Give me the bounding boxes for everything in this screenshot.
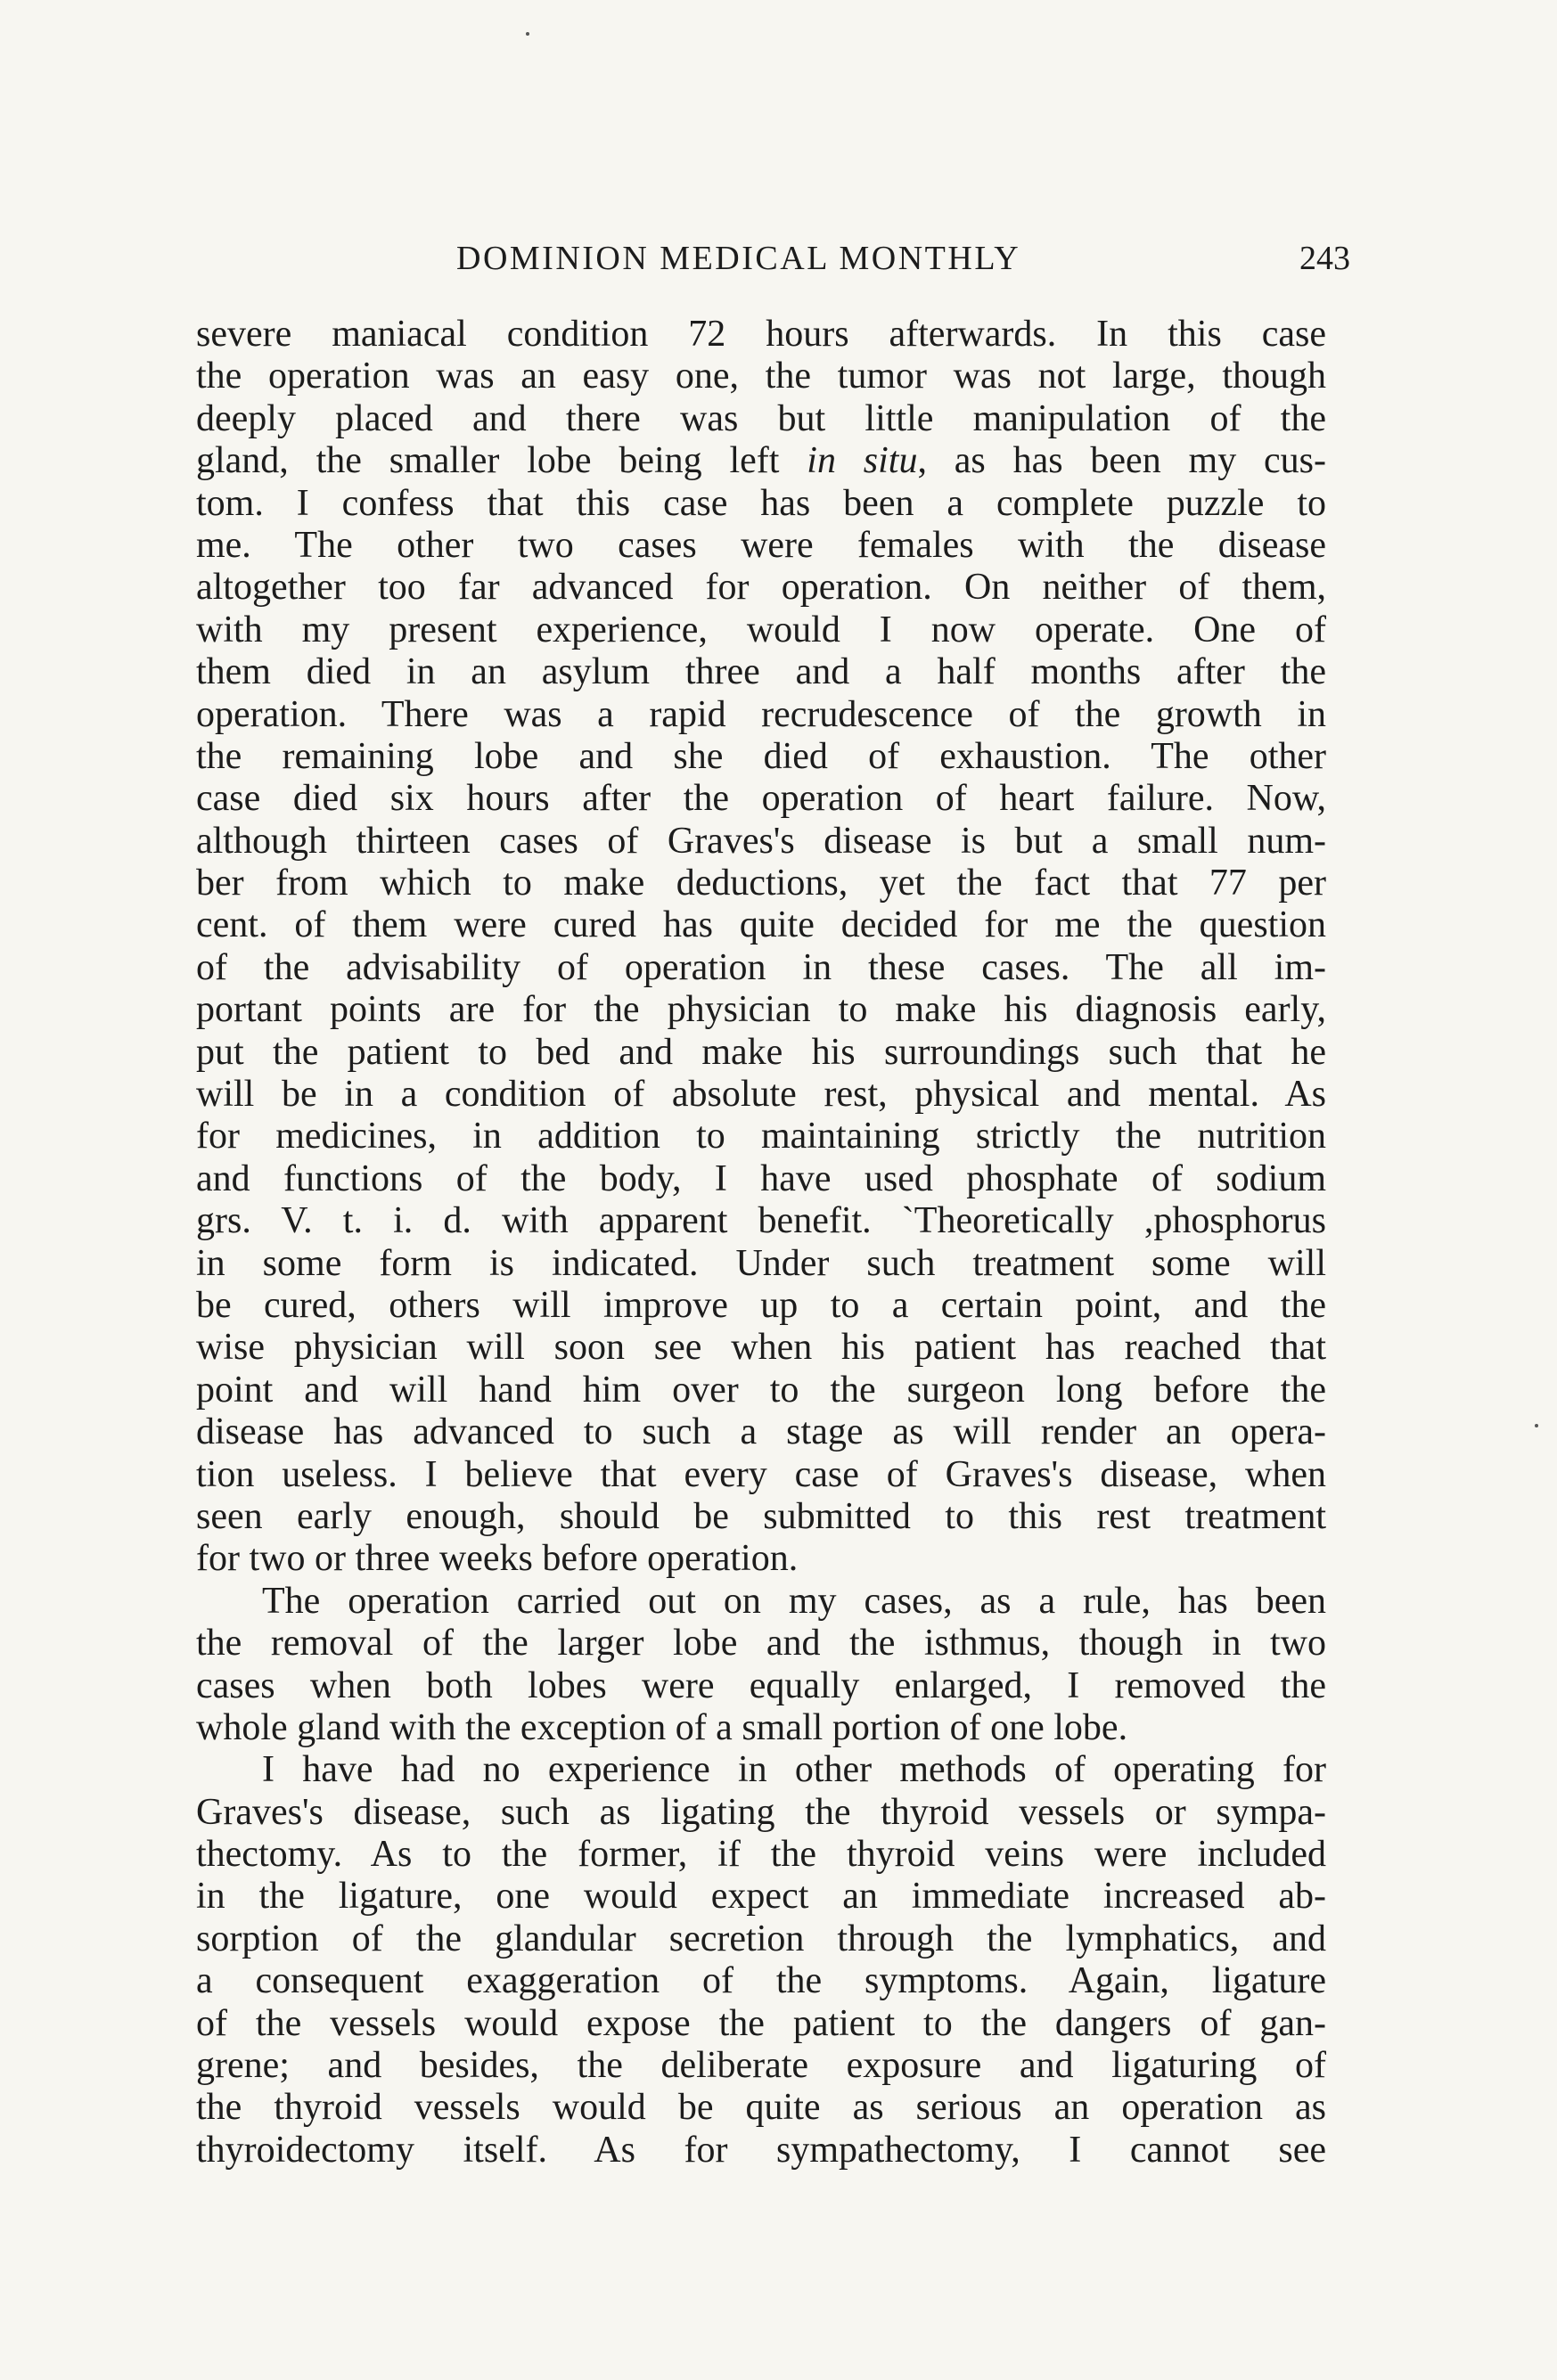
italic-text: in situ <box>807 440 918 482</box>
text-line: case died six hours after the operation of heart failure. Now, <box>196 778 1326 820</box>
text-line: in some form is indicated. Under such treatment some will <box>196 1242 1326 1284</box>
text-line: grs. V. t. i. d. with apparent benefit. `Theoretically ,phosphorus <box>196 1200 1326 1242</box>
text-line: The operation carried out on my cases, as a rule, has been <box>262 1580 1326 1622</box>
text-segment: gland, the smaller lobe being left <box>196 440 807 482</box>
text-line <box>196 440 1326 482</box>
text-line: disease has advanced to such a stage as will render an opera- <box>196 1411 1326 1453</box>
text-line: wise physician will soon see when his patient has reached that <box>196 1327 1326 1369</box>
text-line: deeply placed and there was but little manipulation of the <box>196 397 1326 439</box>
text-line: of the vessels would expose the patient to the dangers of gan- <box>196 2002 1326 2044</box>
text-line: operation. There was a rapid recrudescence of the growth in <box>196 693 1326 735</box>
text-line: with my present experience, would I now operate. One of <box>196 609 1326 650</box>
text-line: seen early enough, should be submitted to this rest treatment <box>196 1495 1326 1537</box>
text-line: of the advisability of operation in these cases. The all im- <box>196 946 1326 988</box>
text-line: whole gland with the exception of a small portion of one lobe. <box>196 1706 1128 1748</box>
text-line: put the patient to bed and make his surroundings such that he <box>196 1031 1326 1073</box>
text-segment: , as has been my cus- <box>917 440 1326 482</box>
running-head: DOMINION MEDICAL MONTHLY <box>456 240 1021 277</box>
text-line: them died in an asylum three and a half months after the <box>196 651 1326 693</box>
text-line: ber from which to make deductions, yet the fact that 77 per <box>196 863 1326 904</box>
text-line: tom. I confess that this case has been a complete puzzle to <box>196 482 1326 524</box>
text-line: be cured, others will improve up to a certain point, and the <box>196 1284 1326 1326</box>
text-line: I have had no experience in other methods of operating for <box>262 1749 1326 1791</box>
text-line: sorption of the glandular secretion through the lymphatics, and <box>196 1918 1326 1959</box>
text-line: point and will hand him over to the surgeon long before the <box>196 1369 1326 1411</box>
text-line: the removal of the larger lobe and the isthmus, though in two <box>196 1623 1326 1664</box>
text-line: altogether too far advanced for operation. On neither of them, <box>196 567 1326 609</box>
text-line: although thirteen cases of Graves's disease is but a small num- <box>196 820 1326 862</box>
text-line: severe maniacal condition 72 hours afterwards. In this case <box>196 314 1326 355</box>
text-line: the operation was an easy one, the tumor was not large, though <box>196 356 1326 397</box>
text-line: me. The other two cases were females with the disease <box>196 524 1326 566</box>
text-line: portant points are for the physician to make his diagnosis early, <box>196 989 1326 1031</box>
text-line: and functions of the body, I have used phosphate of sodium <box>196 1157 1326 1199</box>
text-line: a consequent exaggeration of the symptoms. Again, ligature <box>196 1960 1326 2002</box>
text-line: thyroidectomy itself. As for sympathectomy, I cannot see <box>196 2129 1326 2171</box>
text-line: the remaining lobe and she died of exhaustion. The other <box>196 735 1326 777</box>
body-text <box>196 314 1326 2171</box>
text-line: the thyroid vessels would be quite as serious an operation as <box>196 2087 1326 2129</box>
text-line: will be in a condition of absolute rest, physical and mental. As <box>196 1074 1326 1116</box>
text-line: for two or three weeks before operation. <box>196 1538 799 1580</box>
text-line: thectomy. As to the former, if the thyroid veins were included <box>196 1834 1326 1876</box>
text-line: tion useless. I believe that every case of Graves's disease, when <box>196 1453 1326 1495</box>
text-line: cases when both lobes were equally enlarged, I removed the <box>196 1664 1326 1706</box>
text-line: grene; and besides, the deliberate exposure and ligaturing of <box>196 2045 1326 2087</box>
scan-speck <box>1535 1424 1538 1427</box>
scan-speck <box>526 32 529 36</box>
text-line: for medicines, in addition to maintaining strictly the nutrition <box>196 1116 1326 1157</box>
text-line: Graves's disease, such as ligating the thyroid vessels or sympa- <box>196 1791 1326 1833</box>
page-number: 243 <box>1299 240 1350 277</box>
text-line: cent. of them were cured has quite decided for me the question <box>196 904 1326 946</box>
text-line: in the ligature, one would expect an immediate increased ab- <box>196 1876 1326 1918</box>
